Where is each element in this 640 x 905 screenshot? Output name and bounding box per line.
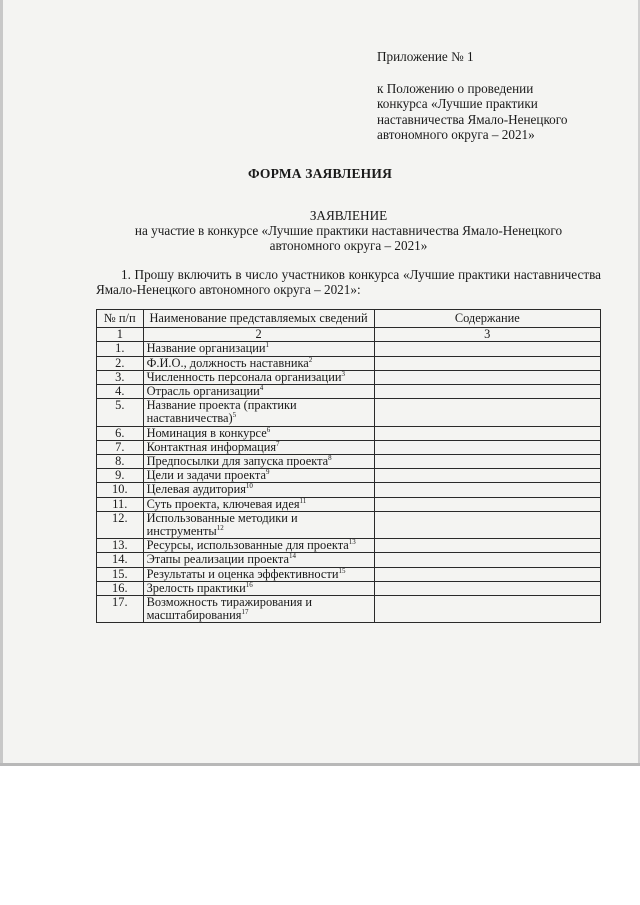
row-label-cell bbox=[143, 440, 374, 454]
row-label: Название проекта (практики наставничества) bbox=[146, 398, 297, 426]
row-content-cell[interactable] bbox=[374, 342, 600, 356]
footnote-marker: 17 bbox=[241, 608, 249, 617]
column-number: 1 bbox=[97, 328, 144, 342]
column-number-row bbox=[97, 328, 601, 342]
footnote-marker: 4 bbox=[259, 383, 264, 392]
row-label-cell bbox=[143, 511, 374, 538]
table-row bbox=[97, 440, 601, 454]
row-number: 10. bbox=[97, 483, 144, 497]
table-row bbox=[97, 581, 601, 595]
statement-heading: ЗАЯВЛЕНИЕ bbox=[309, 208, 388, 223]
row-number: 15. bbox=[97, 567, 144, 581]
table-row bbox=[97, 596, 601, 623]
table-row bbox=[97, 399, 601, 426]
row-content-cell[interactable] bbox=[374, 440, 600, 454]
row-content-cell[interactable] bbox=[374, 385, 600, 399]
footnote-marker: 14 bbox=[288, 552, 296, 561]
table-row bbox=[97, 511, 601, 538]
row-content-cell[interactable] bbox=[374, 483, 600, 497]
footnote-marker: 6 bbox=[266, 425, 271, 434]
row-label-cell bbox=[143, 356, 374, 370]
appendix-line: автономного округа – 2021» bbox=[377, 127, 535, 142]
footnote-marker: 1 bbox=[265, 341, 270, 350]
row-content-cell[interactable] bbox=[374, 567, 600, 581]
row-number: 17. bbox=[97, 596, 144, 623]
row-label: Суть проекта, ключевая идея bbox=[146, 496, 300, 511]
header-content: Содержание bbox=[374, 310, 600, 328]
row-label-cell bbox=[143, 399, 374, 426]
row-content-cell[interactable] bbox=[374, 426, 600, 440]
footnote-marker: 16 bbox=[245, 580, 253, 589]
appendix-line: наставничества Ямало-Ненецкого bbox=[377, 111, 568, 127]
row-number: 5. bbox=[97, 399, 144, 426]
row-label: Результаты и оценка эффективности bbox=[146, 566, 339, 581]
row-label-cell bbox=[143, 567, 374, 581]
row-number: 7. bbox=[97, 440, 144, 454]
page-left-edge bbox=[0, 0, 3, 765]
footnote-marker: 3 bbox=[341, 369, 345, 378]
row-number: 16. bbox=[97, 581, 144, 595]
row-label: Целевая аудитория bbox=[146, 482, 246, 497]
row-content-cell[interactable] bbox=[374, 539, 600, 553]
footnote-marker: 11 bbox=[299, 496, 307, 505]
footnote-marker: 15 bbox=[338, 566, 346, 575]
footnote-marker: 2 bbox=[308, 355, 313, 364]
row-number: 3. bbox=[97, 370, 144, 384]
statement-subtitle: на участие в конкурсе «Лучшие практики наставничества Ямало-Ненецкого bbox=[134, 223, 563, 238]
table-row bbox=[97, 469, 601, 483]
footnote-marker: 5 bbox=[232, 411, 237, 420]
row-label-cell bbox=[143, 483, 374, 497]
footnote-marker: 12 bbox=[216, 523, 224, 532]
form-title: ФОРМА ЗАЯВЛЕНИЯ bbox=[247, 166, 393, 181]
row-number: 12. bbox=[97, 511, 144, 538]
row-label: Возможность тиражирования и масштабирования bbox=[146, 595, 313, 623]
row-content-cell[interactable] bbox=[374, 511, 600, 538]
table-row bbox=[97, 455, 601, 469]
row-content-cell[interactable] bbox=[374, 596, 600, 623]
appendix-line: к Положению о проведении bbox=[377, 80, 534, 96]
row-label-cell bbox=[143, 426, 374, 440]
row-label: Цели и задачи проекта bbox=[146, 468, 266, 483]
column-number: 3 bbox=[374, 328, 600, 342]
table-row bbox=[97, 356, 601, 370]
row-label: Ф.И.О., должность наставника bbox=[146, 355, 309, 370]
table-row bbox=[97, 497, 601, 511]
row-label-cell bbox=[143, 469, 374, 483]
row-label: Контактная информация bbox=[146, 439, 277, 454]
row-label-cell bbox=[143, 455, 374, 469]
row-label-cell bbox=[143, 342, 374, 356]
row-label: Название организации bbox=[146, 341, 266, 356]
row-content-cell[interactable] bbox=[374, 497, 600, 511]
statement-subtitle: автономного округа – 2021» bbox=[269, 238, 428, 253]
row-content-cell[interactable] bbox=[374, 356, 600, 370]
statement-heading-block bbox=[96, 208, 601, 253]
table-row bbox=[97, 370, 601, 384]
row-label-cell bbox=[143, 370, 374, 384]
row-label: Предпосылки для запуска проекта bbox=[146, 454, 329, 469]
footnote-marker: 7 bbox=[276, 439, 280, 448]
row-number: 14. bbox=[97, 553, 144, 567]
footnote-marker: 13 bbox=[348, 538, 356, 547]
page-bottom-edge bbox=[0, 763, 640, 766]
footnote-marker: 10 bbox=[245, 482, 253, 491]
row-number: 2. bbox=[97, 356, 144, 370]
row-label-cell bbox=[143, 497, 374, 511]
application-table bbox=[96, 309, 601, 623]
row-content-cell[interactable] bbox=[374, 455, 600, 469]
table-row bbox=[97, 539, 601, 553]
table-row bbox=[97, 342, 601, 356]
row-content-cell[interactable] bbox=[374, 370, 600, 384]
row-label-cell bbox=[143, 596, 374, 623]
table-row bbox=[97, 553, 601, 567]
row-label: Зрелость практики bbox=[146, 580, 246, 595]
column-number: 2 bbox=[143, 328, 374, 342]
row-content-cell[interactable] bbox=[374, 469, 600, 483]
intro-text: 1. Прошу включить в число участников конкурса «Лучшие практики наставничества Ямало-Ненецкого автономного округа – 2021»: bbox=[96, 267, 601, 297]
footnote-marker: 8 bbox=[328, 453, 332, 462]
table-header-row bbox=[97, 310, 601, 328]
row-label: Номинация в конкурсе bbox=[146, 425, 267, 440]
header-name: Наименование представляемых сведений bbox=[143, 310, 374, 328]
row-label-cell bbox=[143, 553, 374, 567]
appendix-line: конкурса «Лучшие практики bbox=[377, 96, 538, 111]
row-number: 11. bbox=[97, 497, 144, 511]
row-number: 4. bbox=[97, 385, 144, 399]
row-label: Этапы реализации проекта bbox=[146, 552, 289, 567]
header-num: № п/п bbox=[97, 310, 144, 328]
row-label-cell bbox=[143, 385, 374, 399]
row-content-cell[interactable] bbox=[374, 399, 600, 426]
intro-paragraph bbox=[96, 267, 601, 297]
table-row bbox=[97, 483, 601, 497]
row-label-cell bbox=[143, 539, 374, 553]
row-label: Использованные методики и инструменты bbox=[146, 510, 298, 539]
row-number: 1. bbox=[97, 342, 144, 356]
row-number: 9. bbox=[97, 469, 144, 483]
row-content-cell[interactable] bbox=[374, 581, 600, 595]
row-number: 8. bbox=[97, 455, 144, 469]
row-content-cell[interactable] bbox=[374, 553, 600, 567]
row-label-cell bbox=[143, 581, 374, 595]
table-row bbox=[97, 385, 601, 399]
appendix-reference bbox=[377, 49, 567, 143]
row-label: Отрасль организации bbox=[146, 384, 260, 399]
row-label: Ресурсы, использованные для проекта bbox=[146, 538, 349, 553]
row-number: 13. bbox=[97, 539, 144, 553]
row-number: 6. bbox=[97, 426, 144, 440]
footnote-marker: 9 bbox=[265, 468, 270, 477]
table-row bbox=[97, 567, 601, 581]
appendix-number: Приложение № 1 bbox=[377, 49, 474, 64]
table-row bbox=[97, 426, 601, 440]
row-label: Численность персонала организации bbox=[146, 369, 342, 384]
